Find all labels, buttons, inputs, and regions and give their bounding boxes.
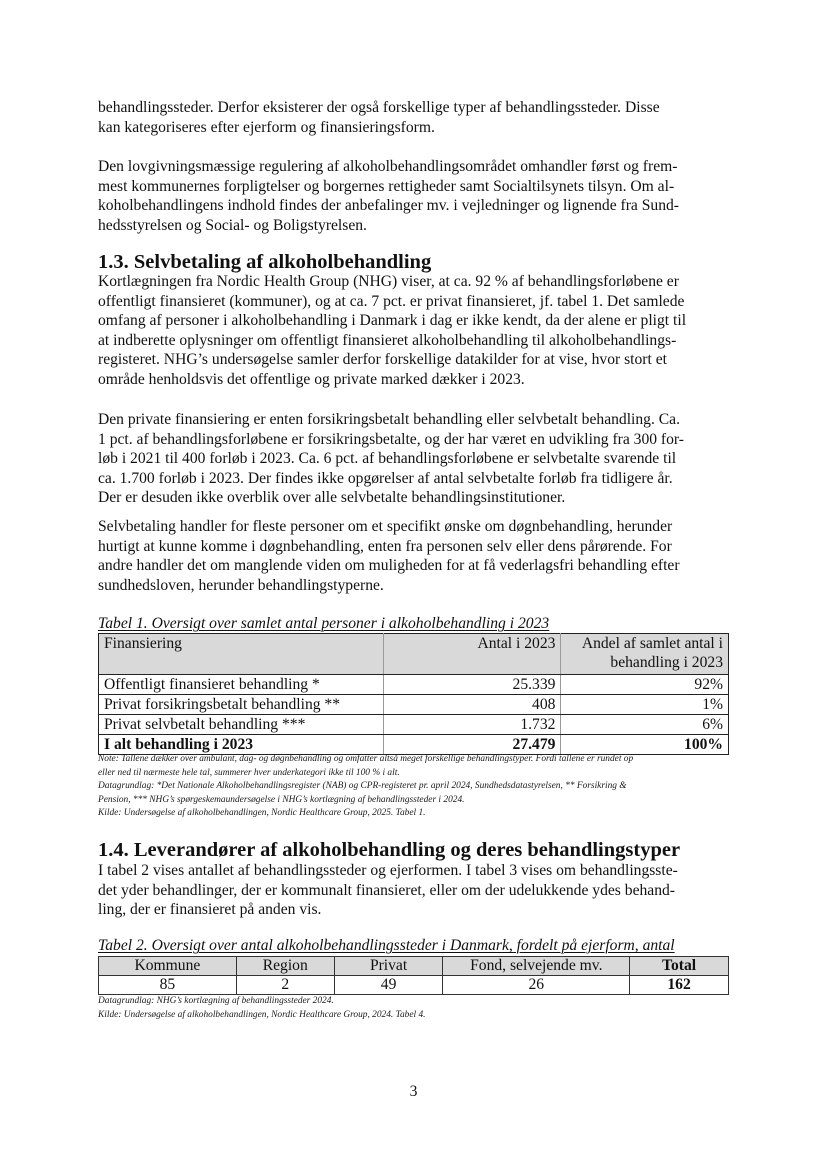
column-header-total: Total [630, 957, 729, 976]
text-line: Der er desuden ikke overblik over alle selvbetalte behandlingsinstitutioner. [98, 489, 566, 507]
text-line: offentligt finansieret (kommuner), og at ca. 7 pct. er privat finansieret, jf. tabel 1. Det samlede [98, 292, 685, 310]
cell-kommune: 85 [99, 976, 237, 995]
cell-total-count: 27.479 [384, 735, 561, 755]
cell-share: 92% [561, 675, 729, 695]
table-1-notes [98, 753, 633, 821]
note-line: Kilde: Undersøgelse af alkoholbehandlingen, Nordic Healthcare Group, 2024. Tabel 4. [98, 1009, 426, 1020]
table-1 [98, 633, 729, 755]
table-header-row [99, 957, 729, 976]
table-row [99, 715, 729, 735]
table-row [99, 675, 729, 695]
text-line: I tabel 2 vises antallet af behandlingssteder og ejerformen. I tabel 3 vises om behandlingsste- [98, 862, 678, 879]
table-2-notes [98, 995, 425, 1022]
table-total-row [99, 735, 729, 755]
column-header-financing: Finansiering [99, 634, 384, 675]
text-line: kan kategoriseres efter ejerform og finansieringsform. [98, 118, 435, 136]
text-line: løb i 2021 til 400 forløb i 2023. Ca. 6 pct. af behandlingsforløbene er selvbetalte svarende til [98, 450, 677, 468]
text-line: sundhedsloven, herunder behandlingstyperne. [98, 576, 384, 594]
text-line: ling, der er finansieret på anden vis. [98, 901, 322, 919]
table-row [99, 695, 729, 715]
column-header-kommune: Kommune [99, 957, 237, 976]
cell-count: 1.732 [384, 715, 561, 735]
table-2 [98, 956, 729, 995]
cell-region: 2 [236, 976, 334, 995]
cell-financing: Privat selvbetalt behandling *** [99, 715, 384, 735]
cell-share: 6% [561, 715, 729, 735]
section-heading-1-4: 1.4. Leverandører af alkoholbehandling og deres behandlingstyper [98, 839, 681, 861]
section-1-3-paragraph-1 [98, 272, 730, 390]
cell-financing: Offentligt finansieret behandling * [99, 675, 384, 695]
cell-total: 162 [630, 976, 729, 995]
section-heading-1-3: 1.3. Selvbetaling af alkoholbehandling [98, 251, 432, 273]
intro-paragraph [98, 98, 730, 137]
column-header-fond: Fond, selvejende mv. [443, 957, 630, 976]
page-number: 3 [409, 1083, 418, 1100]
text-line: Kortlægningen fra Nordic Health Group (NHG) viser, at ca. 92 % af behandlingsforløbene er [98, 273, 679, 290]
text-line: Selvbetaling handler for fleste personer om et specifikt ønske om døgnbehandling, herunder [98, 518, 673, 535]
text-line: Den private finansiering er enten forsikringsbetalt behandling eller selvbetalt behandling. Ca. [98, 411, 680, 428]
cell-total-share: 100% [561, 735, 729, 755]
column-header-region: Region [236, 957, 334, 976]
section-1-4-paragraph [98, 861, 730, 920]
table-row [99, 976, 729, 995]
note-line: Datagrundlag: *Det Nationale Alkoholbehandlingsregister (NAB) og CPR-registeret pr. april 2024, Sundhedsdatastyrelsen, ** Forsikring & [98, 781, 627, 792]
cell-count: 408 [384, 695, 561, 715]
text-line: hedsstyrelsen og Social- og Boligstyrelsen. [98, 216, 367, 234]
text-line: mest kommunernes forpligtelser og borgernes rettigheder samt Socialtilsynets tilsyn. Om al- [98, 177, 675, 195]
section-1-3-paragraph-2 [98, 410, 730, 508]
text-line: at indberette oplysninger om offentligt finansieret alkoholbehandling til alkoholbehandlings- [98, 331, 677, 349]
text-line: hurtigt at kunne komme i døgnbehandling, enten fra personen selv eller dens pårørende. For [98, 537, 672, 555]
cell-financing: Privat forsikringsbetalt behandling ** [99, 695, 384, 715]
cell-count: 25.339 [384, 675, 561, 695]
note-line: Pension, *** NHG’s spørgeskemaundersøgelse i NHG’s kortlægning af behandlingssteder i 2024. [98, 794, 465, 805]
header-line: Andel af samlet antal i [581, 635, 723, 652]
table-1-caption: Tabel 1. Oversigt over samlet antal personer i alkoholbehandling i 2023 [98, 615, 550, 632]
note-line: eller ned til nærmeste hele tal, summerer hver underkategori ikke til 100 % i alt. [98, 767, 400, 778]
section-1-3-paragraph-3 [98, 517, 730, 595]
column-header-share [561, 634, 729, 675]
table-2-caption: Tabel 2. Oversigt over antal alkoholbehandlingssteder i Danmark, fordelt på ejerform, antal [98, 937, 675, 954]
text-line: behandlingssteder. Derfor eksisterer der også forskellige typer af behandlingssteder. Disse [98, 99, 660, 116]
header-line: behandling i 2023 [610, 654, 723, 671]
text-line: registeret. NHG’s undersøgelse samler derfor forskellige datakilder for at vise, hvor stort et [98, 351, 667, 369]
note-line: Note: Tallene dækker over ambulant, dag- og døgnbehandling og omfatter altså meget forskellige behandlingstyper. Fordi tallene er rundet op [98, 754, 634, 764]
cell-total-label: I alt behandling i 2023 [99, 735, 384, 755]
text-line: det yder behandlinger, der er kommunalt finansieret, eller om der udelukkende ydes behand- [98, 881, 675, 899]
cell-fond: 26 [443, 976, 630, 995]
text-line: Den lovgivningsmæssige regulering af alkoholbehandlingsområdet omhandler først og frem- [98, 158, 678, 175]
cell-privat: 49 [334, 976, 443, 995]
text-line: koholbehandlingens indhold findes der anbefalinger mv. i vejledninger og lignende fra Sund- [98, 197, 680, 215]
text-line: 1 pct. af behandlingsforløbene er forsikringsbetalte, og der har været en udvikling fra 300 for- [98, 430, 684, 448]
text-line: omfang af personer i alkoholbehandling i Danmark i dag er ikke kendt, da der alene er pligt til [98, 312, 687, 330]
text-line: andre handler det om manglende viden om muligheden for at få vederlagsfri behandling efter [98, 557, 680, 575]
note-line: Datagrundlag: NHG’s kortlægning af behandlingssteder 2024. [98, 996, 334, 1006]
cell-share: 1% [561, 695, 729, 715]
column-header-privat: Privat [334, 957, 443, 976]
note-line: Kilde: Undersøgelse af alkoholbehandlingen, Nordic Healthcare Group, 2025. Tabel 1. [98, 808, 426, 819]
regulation-paragraph [98, 157, 730, 235]
text-line: ca. 1.700 forløb i 2023. Der findes ikke opgørelser af antal selvbetalte forløb fra tidligere år. [98, 469, 673, 487]
table-header-row [99, 634, 729, 675]
column-header-count: Antal i 2023 [384, 634, 561, 675]
text-line: område henholdsvis det offentlige og private marked dækker i 2023. [98, 370, 525, 388]
